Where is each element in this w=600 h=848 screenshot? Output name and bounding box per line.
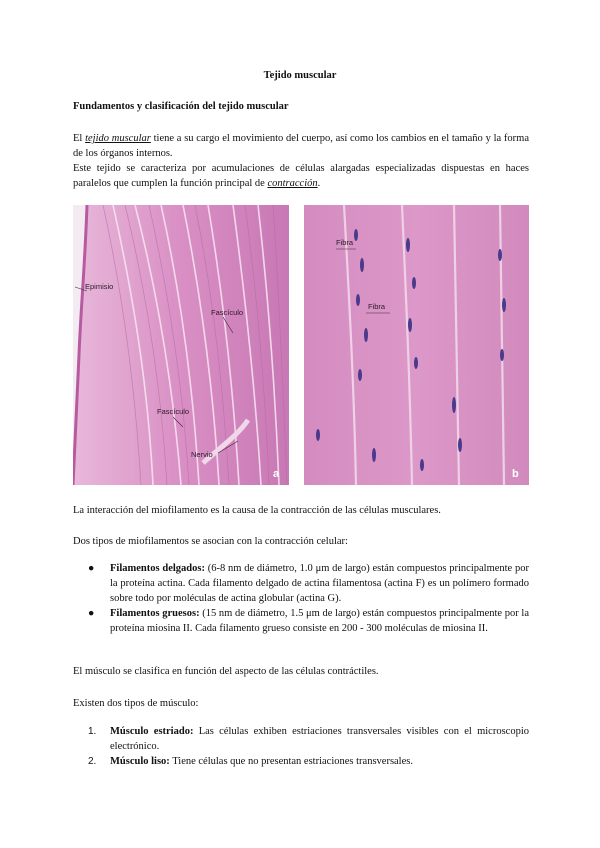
classification-paragraph: El músculo se clasifica en función del aspecto de las células contráctiles. [73,666,379,677]
item-text: Tiene células que no presentan estriaciones transversales. [169,756,413,767]
micrograph-panel-a [73,205,289,485]
label-fibra-2: Fibra [368,302,386,311]
intro-paragraph-2 [73,161,529,191]
list-item [88,606,529,636]
label-epimisio: Epimisio [85,282,114,291]
micrograph-panel-b [304,205,529,485]
item-term: Filamentos delgados: [110,563,205,574]
item-term: Músculo liso: [110,756,170,767]
intro-text: tiene a su cargo el movimiento del cuerpo, así como los cambios en el tamaño y la forma de los órganos internos. [73,133,529,159]
histology-figure [73,205,529,485]
list-item [88,754,529,769]
label-fasciculo-2: Fascículo [157,407,190,416]
panel-letter-b: b [512,468,519,480]
item-term: Filamentos gruesos: [110,608,200,619]
intro-paragraph-1 [73,131,529,161]
section-heading: Fundamentos y clasificación del tejido muscular [73,101,289,112]
item-text: (15 nm de diámetro, 1.5 μm de largo) están compuestos principalmente por la proteína miosina II. Cada filamento grueso consiste en 200 - 300 moléculas de miosina II. [110,608,529,634]
list-item [88,561,529,606]
item-number: 1. [88,726,97,737]
intro-text: El [73,133,86,144]
interaction-paragraph: La interacción del miofilamento es la causa de la contracción de las células musculares. [73,505,441,516]
contraccion-link[interactable]: contracción [267,178,318,189]
bullet-dot: ● [88,608,95,619]
page-title: Tejido muscular [263,70,337,81]
label-nervio: Nervio [191,450,213,459]
label-fibra-1: Fibra [336,238,354,247]
panel-letter-a: a [273,468,280,480]
tejido-muscular-link[interactable]: tejido muscular [85,133,151,144]
filament-list [88,561,529,636]
types-intro-paragraph: Dos tipos de miofilamentos se asocian con la contracción celular: [73,536,348,547]
item-number: 2. [88,756,97,767]
kinds-intro-paragraph: Existen dos tipos de músculo: [73,698,199,709]
bullet-dot: ● [88,563,95,574]
item-term: Músculo estriado: [110,726,194,737]
list-item [88,724,529,754]
item-text: (6-8 nm de diámetro, 1.0 μm de largo) están compuestos principalmente por la proteína actina. Cada filamento delgado de actina filamentosa (actina F) es un polímero formado sobre todo por moléculas de actina globular (actina G). [110,563,530,604]
label-fasciculo-1: Fascículo [211,308,244,317]
muscle-types-list [88,724,529,769]
intro-text: . [317,178,321,189]
item-text: Las células exhiben estriaciones transversales visibles con el microscopio electrónico. [110,726,529,752]
intro-text: Este tejido se caracteriza por acumulaciones de células alargadas especializadas dispuestas en haces paralelos que cumplen la función principal de [73,163,529,189]
